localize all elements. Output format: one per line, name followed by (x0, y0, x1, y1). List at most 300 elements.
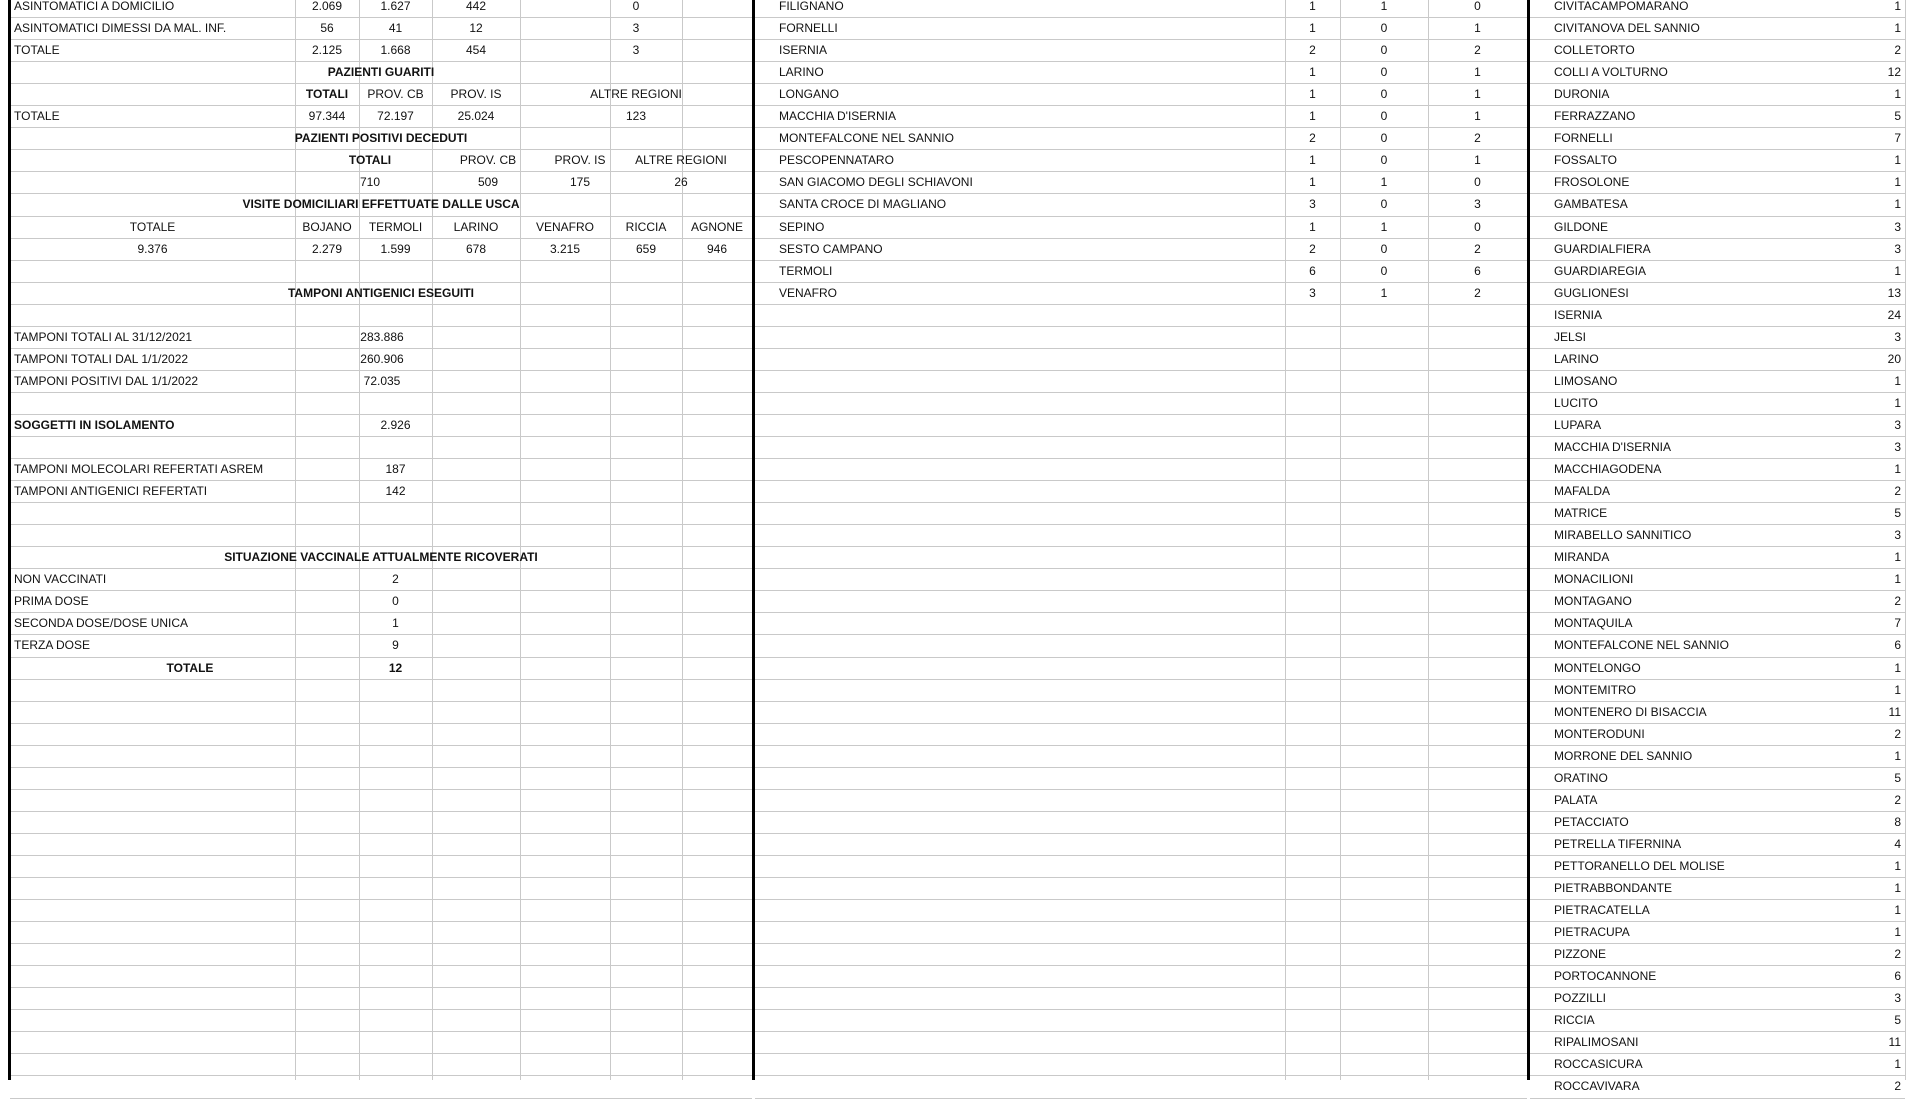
grid-row-line (10, 965, 752, 966)
municipality-value: 1 (1894, 881, 1901, 895)
row-label: PRIMA DOSE (14, 594, 89, 609)
municipality-name: RICCIA (1554, 1013, 1595, 1028)
asintomatici-domicilio-value: 1.627 (380, 0, 411, 13)
grid-row-line (755, 899, 1527, 900)
grid-row-line (755, 833, 1527, 834)
vaccinale-total: 12 (388, 660, 403, 675)
municipality-name: TERMOLI (779, 263, 833, 278)
municipality-value: 6 (1474, 263, 1481, 278)
municipality-name: ISERNIA (779, 43, 828, 58)
municipality-name: ROCCAVIVARA (1554, 1079, 1640, 1094)
municipality-value: 1 (1894, 21, 1901, 36)
antigenici-value: 142 (385, 484, 406, 499)
municipality-value: 1 (1309, 175, 1316, 190)
row-label: ASINTOMATICI DIMESSI DA MAL. INF. (14, 21, 227, 36)
municipality-value: 0 (1380, 263, 1388, 278)
section-border (752, 0, 755, 1080)
totale-value: 1.668 (380, 43, 411, 58)
column-header: ALTRE REGIONI (590, 87, 682, 102)
grid-row-line (10, 833, 752, 834)
deceduti-value: 509 (477, 175, 499, 190)
grid-column-line (1340, 0, 1341, 1080)
grid-row-line (10, 392, 752, 393)
municipality-value: 0 (1380, 153, 1388, 168)
municipality-name: PORTOCANNONE (1554, 969, 1657, 984)
row-label: TOTALE (14, 109, 60, 124)
guariti-value: 123 (625, 109, 647, 124)
municipality-name: LARINO (779, 65, 824, 80)
municipality-value: 1 (1894, 395, 1901, 410)
column-header: RICCIA (625, 219, 667, 234)
grid-row-line (755, 480, 1527, 481)
municipality-value: 1 (1309, 87, 1316, 102)
grid-row-line (755, 723, 1527, 724)
municipality-name: CIVITACAMPOMARANO (1554, 0, 1689, 13)
vaccinale-value: 9 (392, 638, 399, 653)
column-header: BOJANO (302, 219, 352, 234)
section-title: TAMPONI ANTIGENICI ESEGUITI (287, 285, 474, 300)
usca-value: 678 (465, 241, 487, 256)
municipality-value: 1 (1894, 263, 1901, 278)
municipality-value: 1 (1309, 65, 1316, 80)
grid-row-line (755, 370, 1527, 371)
municipality-value: 0 (1380, 241, 1388, 256)
municipality-value: 3 (1894, 417, 1901, 432)
row-label: ASINTOMATICI A DOMICILIO (14, 0, 175, 13)
municipality-value: 0 (1380, 43, 1388, 58)
municipality-name: PIETRACATELLA (1554, 903, 1650, 918)
municipality-name: PETRELLA TIFERNINA (1554, 836, 1682, 851)
municipality-value: 1 (1894, 550, 1901, 565)
municipality-name: MONTEFALCONE NEL SANNIO (1554, 638, 1729, 653)
column-header: AGNONE (690, 219, 743, 234)
grid-row-line (10, 436, 752, 437)
usca-value: 946 (706, 241, 728, 256)
usca-value: 2.279 (311, 241, 343, 256)
municipality-name: MONTAQUILA (1554, 616, 1633, 631)
municipality-value: 1 (1894, 0, 1901, 13)
municipality-value: 1 (1894, 175, 1901, 190)
grid-row-line (755, 921, 1527, 922)
municipality-value: 1 (1309, 153, 1316, 168)
row-label: TAMPONI TOTALI AL 31/12/2021 (14, 329, 193, 344)
municipality-value: 7 (1894, 616, 1901, 631)
municipality-value: 2 (1474, 241, 1481, 256)
municipality-value: 3 (1894, 440, 1901, 454)
municipality-name: CIVITANOVA DEL SANNIO (1554, 21, 1700, 36)
grid-row-line (755, 943, 1527, 944)
municipality-value: 1 (1894, 903, 1901, 918)
grid-row-line (755, 987, 1527, 988)
tamponi-value: 283.886 (360, 329, 404, 344)
municipality-value: 2 (1474, 43, 1481, 58)
municipality-name: FORNELLI (1554, 131, 1613, 146)
municipality-name: ORATINO (1554, 770, 1608, 785)
section-title: VISITE DOMICILIARI EFFETTUATE DALLE USCA (242, 197, 520, 212)
municipality-name: PIETRACUPA (1554, 925, 1630, 940)
municipality-name: MACCHIAGODENA (1554, 462, 1662, 477)
grid-row-line (755, 568, 1527, 569)
municipality-value: 3 (1894, 528, 1901, 543)
municipality-value: 2 (1309, 131, 1316, 146)
municipality-name: PETACCIATO (1554, 814, 1629, 829)
totale-value: 3 (632, 43, 640, 58)
municipality-value: 1 (1309, 219, 1316, 234)
vaccinale-value: 2 (392, 572, 399, 587)
municipality-value: 12 (1887, 65, 1901, 80)
municipality-value: 1 (1894, 682, 1901, 697)
municipality-value: 2 (1894, 43, 1901, 58)
deceduti-value: 26 (674, 175, 688, 190)
municipality-name: LIMOSANO (1554, 373, 1618, 388)
municipality-value: 1 (1474, 153, 1481, 168)
municipality-name: PESCOPENNATARO (779, 153, 894, 168)
municipality-value: 3 (1894, 219, 1901, 234)
usca-value: 9.376 (137, 241, 168, 256)
row-label: TAMPONI TOTALI DAL 1/1/2022 (14, 351, 189, 366)
municipality-name: DURONIA (1554, 87, 1610, 102)
municipality-name: VENAFRO (779, 285, 838, 300)
municipality-value: 3 (1309, 285, 1316, 300)
grid-row-line (755, 1098, 1527, 1099)
section-border (1527, 0, 1530, 1080)
municipality-value: 1 (1380, 175, 1388, 190)
municipality-value: 1 (1380, 0, 1388, 13)
grid-row-line (10, 877, 752, 878)
grid-row-line (10, 723, 752, 724)
grid-row-line (10, 1075, 752, 1076)
municipality-value: 0 (1380, 87, 1388, 102)
municipality-value: 2 (1894, 792, 1901, 807)
grid-row-line (755, 612, 1527, 613)
municipality-value: 3 (1309, 197, 1316, 212)
column-header: PROV. CB (367, 87, 424, 102)
municipality-name: SEPINO (779, 219, 825, 234)
municipality-value: 0 (1474, 175, 1481, 190)
municipality-name: LUPARA (1554, 417, 1602, 432)
grid-row-line (10, 767, 752, 768)
totale-value: 2.125 (311, 43, 343, 58)
municipality-value: 20 (1887, 351, 1901, 366)
grid-row-line (755, 436, 1527, 437)
municipality-value: 1 (1894, 153, 1901, 168)
grid-row-line (10, 679, 752, 680)
grid-row-line (755, 590, 1527, 591)
municipality-value: 6 (1309, 263, 1316, 278)
municipality-name: FERRAZZANO (1554, 109, 1636, 124)
grid-row-line (755, 745, 1527, 746)
tamponi-value: 260.906 (360, 351, 404, 366)
grid-row-line (755, 789, 1527, 790)
municipality-name: MIRANDA (1554, 550, 1610, 565)
municipality-name: MONTELONGO (1554, 660, 1641, 675)
grid-row-line (755, 679, 1527, 680)
municipality-value: 5 (1894, 506, 1901, 521)
grid-row-line (10, 811, 752, 812)
grid-row-line (10, 701, 752, 702)
municipality-value: 3 (1474, 197, 1481, 212)
municipality-value: 24 (1887, 307, 1901, 322)
municipality-name: MACCHIA D'ISERNIA (1554, 440, 1671, 454)
municipality-value: 6 (1894, 969, 1901, 984)
vaccinale-value: 1 (392, 616, 399, 631)
municipality-value: 0 (1380, 65, 1388, 80)
municipality-value: 0 (1380, 21, 1388, 36)
municipality-name: LUCITO (1554, 395, 1598, 410)
grid-row-line (755, 326, 1527, 327)
grid-row-line (10, 921, 752, 922)
row-label: TAMPONI ANTIGENICI REFERTATI (14, 484, 208, 499)
grid-row-line (10, 943, 752, 944)
section-title: PAZIENTI POSITIVI DECEDUTI (294, 131, 468, 146)
column-header: TOTALE (129, 219, 176, 234)
municipality-name: PIETRABBONDANTE (1554, 881, 1673, 895)
grid-row-line (755, 458, 1527, 459)
deceduti-value: 710 (359, 175, 381, 190)
municipality-name: SAN GIACOMO DEGLI SCHIAVONI (779, 175, 973, 190)
municipality-name: GUARDIALFIERA (1554, 241, 1651, 256)
municipality-name: FROSOLONE (1554, 175, 1630, 190)
municipality-name: MONACILIONI (1554, 572, 1634, 587)
grid-column-line (1905, 0, 1906, 1080)
municipality-value: 2 (1309, 241, 1316, 256)
usca-value: 659 (635, 241, 657, 256)
grid-row-line (755, 304, 1527, 305)
municipality-value: 1 (1474, 87, 1481, 102)
grid-row-line (10, 502, 752, 503)
grid-row-line (755, 855, 1527, 856)
usca-value: 1.599 (380, 241, 411, 256)
grid-row-line (755, 634, 1527, 635)
grid-row-line (755, 1031, 1527, 1032)
grid-row-line (10, 304, 752, 305)
municipality-name: GAMBATESA (1554, 197, 1628, 212)
asintomatici-domicilio-value: 0 (632, 0, 640, 13)
grid-row-line (755, 502, 1527, 503)
municipality-value: 3 (1894, 991, 1901, 1006)
municipality-name: LONGANO (779, 87, 840, 102)
municipality-value: 1 (1474, 21, 1481, 36)
grid-row-line (10, 1098, 752, 1099)
municipality-name: SANTA CROCE DI MAGLIANO (779, 197, 947, 212)
grid-row-line (755, 877, 1527, 878)
column-header: PROV. IS (554, 153, 606, 168)
municipality-name: PIZZONE (1554, 947, 1607, 962)
municipality-value: 0 (1380, 197, 1388, 212)
column-header: ALTRE REGIONI (635, 153, 727, 168)
municipality-value: 5 (1894, 1013, 1901, 1028)
municipality-value: 5 (1894, 109, 1901, 124)
municipality-value: 3 (1894, 329, 1901, 344)
row-label: TOTALE (14, 43, 60, 58)
municipality-name: PETTORANELLO DEL MOLISE (1554, 858, 1725, 873)
asintomatici-dimessi-value: 41 (388, 21, 403, 36)
municipality-name: FORNELLI (779, 21, 838, 36)
municipality-name: SESTO CAMPANO (779, 241, 883, 256)
grid-row-line (10, 1053, 752, 1054)
municipality-name: GUGLIONESI (1554, 285, 1629, 300)
municipality-name: PALATA (1554, 792, 1598, 807)
grid-row-line (10, 260, 752, 261)
municipality-value: 1 (1894, 858, 1901, 873)
municipality-name: MONTAGANO (1554, 594, 1632, 609)
municipality-name: MORRONE DEL SANNIO (1554, 748, 1693, 763)
municipality-name: MONTERODUNI (1554, 726, 1645, 741)
municipality-value: 5 (1894, 770, 1901, 785)
grid-row-line (755, 965, 1527, 966)
vaccinale-value: 0 (392, 594, 399, 609)
municipality-value: 1 (1894, 748, 1901, 763)
asintomatici-dimessi-value: 3 (632, 21, 640, 36)
column-header: TOTALI (305, 87, 349, 102)
municipality-value: 1 (1894, 1057, 1901, 1072)
grid-row-line (10, 789, 752, 790)
asintomatici-domicilio-value: 2.069 (311, 0, 343, 13)
municipality-name: MONTEFALCONE NEL SANNIO (779, 131, 954, 146)
grid-row-line (10, 524, 752, 525)
municipality-value: 1 (1309, 0, 1316, 13)
grid-row-line (755, 546, 1527, 547)
municipality-value: 1 (1474, 65, 1481, 80)
column-header: VENAFRO (535, 219, 594, 234)
grid-column-line (1428, 0, 1429, 1080)
municipality-value: 1 (1894, 925, 1901, 940)
column-header: PROV. IS (450, 87, 502, 102)
municipality-value: 1 (1309, 21, 1316, 36)
municipality-value: 0 (1474, 219, 1481, 234)
guariti-value: 25.024 (457, 109, 495, 124)
section-title: SITUAZIONE VACCINALE ATTUALMENTE RICOVERATI (224, 550, 538, 565)
asintomatici-domicilio-value: 442 (465, 0, 487, 13)
section-border (8, 0, 11, 1080)
grid-row-line (755, 348, 1527, 349)
municipality-value: 1 (1894, 572, 1901, 587)
municipality-value: 4 (1894, 836, 1901, 851)
municipality-value: 1 (1894, 660, 1901, 675)
asintomatici-dimessi-value: 12 (469, 21, 483, 36)
grid-row-line (10, 1031, 752, 1032)
municipality-name: MONTENERO DI BISACCIA (1554, 704, 1707, 719)
grid-row-line (10, 1009, 752, 1010)
row-label: SECONDA DOSE/DOSE UNICA (14, 616, 189, 631)
municipality-value: 2 (1474, 285, 1481, 300)
municipality-value: 1 (1309, 109, 1316, 124)
municipality-value: 8 (1894, 814, 1901, 829)
municipality-value: 1 (1380, 285, 1388, 300)
grid-row-line (755, 701, 1527, 702)
municipality-name: LARINO (1554, 351, 1599, 366)
municipality-name: MACCHIA D'ISERNIA (779, 109, 896, 124)
column-header: LARINO (453, 219, 499, 234)
column-header: TOTALI (348, 153, 392, 168)
municipality-name: FILIGNANO (779, 0, 844, 13)
municipality-name: JELSI (1554, 329, 1587, 344)
grid-row-line (10, 987, 752, 988)
municipality-name: COLLETORTO (1554, 43, 1635, 58)
guariti-value: 72.197 (377, 109, 414, 124)
tamponi-value: 72.035 (363, 373, 401, 388)
row-label: SOGGETTI IN ISOLAMENTO (14, 417, 175, 432)
municipality-name: ISERNIA (1554, 307, 1603, 322)
municipality-value: 2 (1894, 594, 1901, 609)
usca-value: 3.215 (549, 241, 581, 256)
row-label: TAMPONI POSITIVI DAL 1/1/2022 (14, 373, 199, 388)
grid-row-line (10, 855, 752, 856)
row-label: TERZA DOSE (14, 638, 91, 653)
totale-value: 454 (465, 43, 487, 58)
municipality-name: MIRABELLO SANNITICO (1554, 528, 1692, 543)
municipality-value: 0 (1474, 0, 1481, 13)
municipality-value: 1 (1894, 462, 1901, 477)
municipality-value: 11 (1888, 1035, 1901, 1050)
municipality-value: 1 (1380, 219, 1388, 234)
column-header: TERMOLI (368, 219, 423, 234)
grid-row-line (755, 811, 1527, 812)
grid-column-line (1285, 0, 1286, 1080)
molecolari-value: 187 (385, 462, 406, 477)
municipality-value: 2 (1894, 947, 1901, 962)
municipality-name: COLLI A VOLTURNO (1554, 65, 1668, 80)
guariti-value: 97.344 (308, 109, 346, 124)
grid-row-line (1530, 1098, 1905, 1099)
municipality-name: GUARDIAREGIA (1554, 263, 1647, 278)
row-label: NON VACCINATI (14, 572, 107, 587)
grid-row-line (755, 392, 1527, 393)
deceduti-value: 175 (569, 175, 591, 190)
municipality-value: 0 (1380, 109, 1388, 124)
grid-row-line (755, 1075, 1527, 1076)
grid-row-line (10, 745, 752, 746)
municipality-value: 1 (1894, 197, 1901, 212)
municipality-value: 0 (1380, 131, 1388, 146)
municipality-name: MONTEMITRO (1554, 682, 1636, 697)
municipality-value: 1 (1894, 87, 1901, 102)
grid-row-line (755, 524, 1527, 525)
municipality-value: 13 (1887, 285, 1901, 300)
grid-row-line (755, 1009, 1527, 1010)
municipality-value: 2 (1474, 131, 1481, 146)
municipality-value: 2 (1894, 726, 1901, 741)
municipality-name: GILDONE (1554, 219, 1609, 234)
row-label: TOTALE (166, 660, 214, 675)
municipality-value: 1 (1894, 373, 1901, 388)
municipality-name: RIPALIMOSANI (1554, 1035, 1639, 1050)
municipality-value: 6 (1894, 638, 1901, 653)
municipality-value: 1 (1474, 109, 1481, 124)
municipality-value: 2 (1894, 484, 1901, 499)
municipality-value: 2 (1309, 43, 1316, 58)
section-title: PAZIENTI GUARITI (327, 65, 435, 80)
municipality-name: POZZILLI (1554, 991, 1607, 1006)
column-header: PROV. CB (459, 153, 517, 168)
row-label: TAMPONI MOLECOLARI REFERTATI ASREM (14, 462, 264, 477)
municipality-name: MATRICE (1554, 506, 1608, 521)
municipality-value: 3 (1894, 241, 1901, 256)
municipality-value: 7 (1894, 131, 1901, 146)
municipality-name: MAFALDA (1554, 484, 1611, 499)
municipality-value: 2 (1894, 1079, 1901, 1094)
grid-row-line (755, 1053, 1527, 1054)
grid-row-line (10, 899, 752, 900)
grid-row-line (755, 767, 1527, 768)
asintomatici-dimessi-value: 56 (320, 21, 334, 36)
isolamento-value: 2.926 (380, 417, 411, 432)
grid-row-line (755, 657, 1527, 658)
municipality-value: 11 (1888, 704, 1901, 719)
grid-row-line (755, 414, 1527, 415)
municipality-name: FOSSALTO (1554, 153, 1617, 168)
municipality-name: ROCCASICURA (1554, 1057, 1643, 1072)
